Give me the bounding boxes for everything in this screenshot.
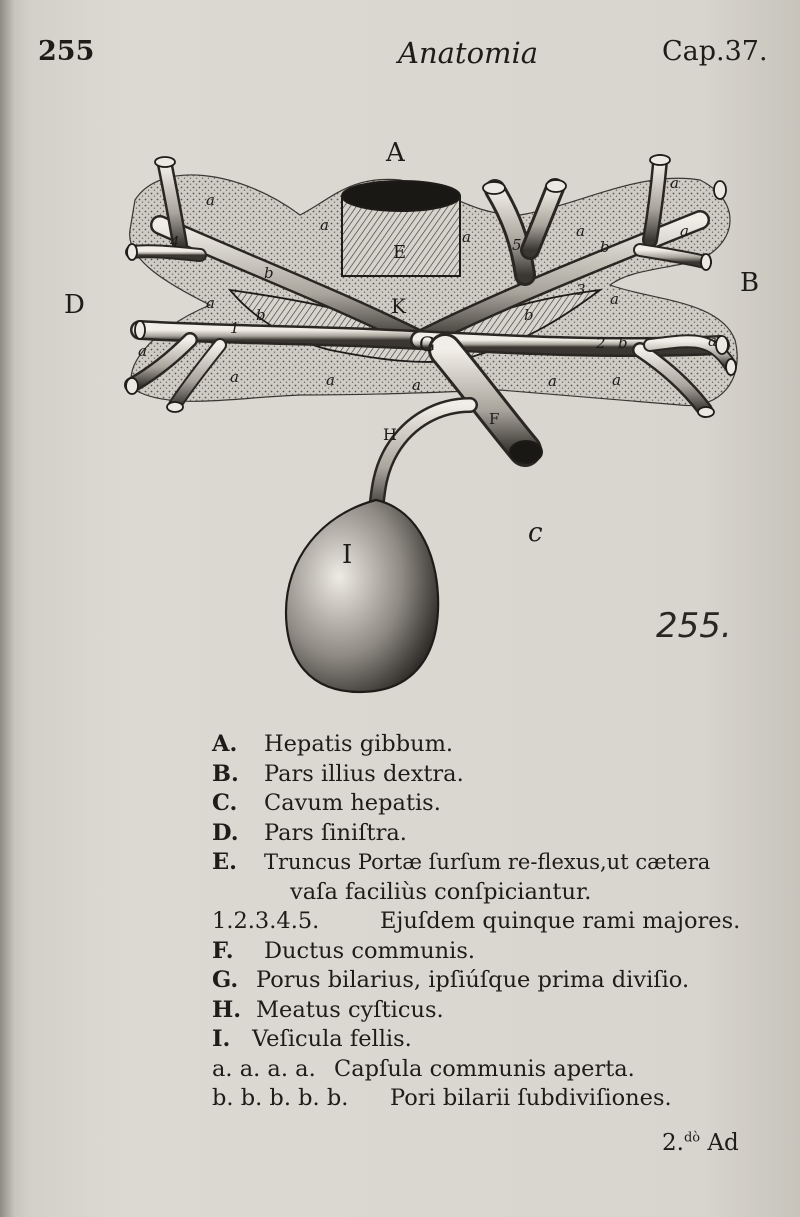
legend-row-b-lower — [212, 1084, 772, 1114]
legend-text: Veſicula fellis. — [252, 1026, 412, 1052]
legend-text: Pars illius dextra. — [264, 760, 464, 787]
svg-text:1: 1 — [230, 319, 240, 337]
plate-label-g: G — [419, 332, 435, 356]
legend-row-c — [212, 789, 772, 819]
legend-text: Cavum hepatis. — [264, 790, 441, 816]
svg-text:a: a — [680, 222, 689, 240]
svg-text:a: a — [412, 376, 421, 394]
chapter-label: Cap.37. — [662, 36, 768, 67]
svg-text:3: 3 — [576, 281, 586, 299]
legend-key: a. a. a. a. — [212, 1055, 316, 1082]
page-number: 255 — [38, 36, 95, 67]
catchword-superscript: dò — [683, 1130, 701, 1146]
plate-label-c: c — [528, 518, 543, 548]
plate-label-d: D — [64, 290, 85, 320]
svg-text:a: a — [320, 216, 329, 234]
plate-label-a: A — [386, 138, 405, 168]
legend-key: H. — [212, 996, 242, 1023]
legend-row-e-continued — [212, 878, 772, 908]
legend-text: Truncus Portæ ſurſum re-flexus,ut cætera — [264, 850, 711, 874]
svg-text:a: a — [708, 332, 717, 350]
svg-text:2: 2 — [596, 334, 606, 352]
legend-row-d — [212, 819, 772, 849]
legend-text: Hepatis gibbum. — [264, 731, 454, 757]
legend-text: Pars ſiniſtra. — [264, 819, 407, 846]
svg-text:a: a — [206, 191, 215, 209]
svg-text:4: 4 — [170, 233, 180, 251]
legend-key: I. — [212, 1026, 231, 1052]
plate-label-e: E — [393, 242, 407, 263]
legend-text: Capſula communis aperta. — [334, 1055, 635, 1082]
legend-row-f — [212, 937, 772, 967]
svg-text:b: b — [264, 264, 274, 282]
plate-label-f: F — [489, 410, 500, 428]
legend-row-a-lower — [212, 1055, 772, 1085]
handwritten-page-number: 255. — [656, 606, 732, 646]
legend-key: G. — [212, 967, 239, 993]
legend-row-b — [212, 760, 772, 790]
gallbladder — [286, 500, 438, 692]
legend-key: D. — [212, 819, 239, 846]
svg-text:a: a — [576, 222, 585, 240]
svg-text:a: a — [670, 174, 679, 192]
svg-text:a: a — [138, 342, 147, 360]
legend-row-h — [212, 996, 772, 1026]
legend-row-a — [212, 730, 772, 760]
legend-key: A. — [212, 731, 238, 757]
legend-key: E. — [212, 849, 237, 875]
legend-text: Porus bilarius, ipſiúſque prima diviſio. — [256, 967, 690, 993]
plate-label-h: H — [383, 425, 397, 444]
legend-row-e — [212, 848, 772, 878]
svg-text:a: a — [612, 371, 621, 389]
legend-key: 1.2.3.4.5. — [212, 908, 320, 934]
legend-text: Ductus communis. — [264, 937, 476, 964]
svg-text:b: b — [524, 306, 534, 324]
legend-key: b. b. b. b. b. — [212, 1085, 349, 1111]
legend-text: vaſa faciliùs conſpiciantur. — [290, 878, 592, 905]
legend-row-g — [212, 966, 772, 996]
svg-text:a: a — [230, 368, 239, 386]
legend-row-numbers — [212, 907, 772, 937]
plate-label-k: K — [391, 294, 406, 318]
plate-label-i: I — [342, 540, 353, 570]
catchword-text: Ad — [707, 1130, 739, 1156]
svg-text:a: a — [462, 228, 471, 246]
catchword-prefix: 2. — [662, 1130, 684, 1156]
legend-text: Pori bilarii ſubdiviſiones. — [390, 1085, 672, 1111]
legend-key: B. — [212, 760, 239, 787]
svg-text:a: a — [326, 371, 335, 389]
legend-key: C. — [212, 790, 238, 816]
legend-key: F. — [212, 937, 234, 964]
svg-text:a: a — [548, 372, 557, 390]
svg-text:a: a — [610, 290, 619, 308]
legend-text: Meatus cyſticus. — [256, 996, 444, 1023]
running-title: Anatomia — [398, 36, 539, 70]
catchword — [662, 1130, 739, 1156]
svg-text:5: 5 — [512, 236, 522, 254]
svg-text:b: b — [256, 306, 266, 324]
legend-row-i — [212, 1025, 772, 1055]
svg-text:b: b — [618, 334, 628, 352]
plate-label-b: B — [740, 268, 760, 298]
svg-text:a: a — [206, 294, 215, 312]
legend-text: Ejuſdem quinque rami majores. — [380, 908, 741, 934]
svg-text:b: b — [600, 238, 610, 256]
figure-legend — [212, 730, 772, 1114]
